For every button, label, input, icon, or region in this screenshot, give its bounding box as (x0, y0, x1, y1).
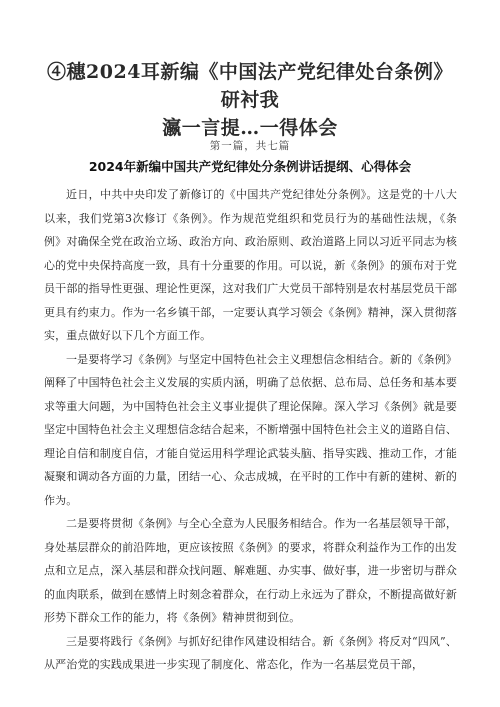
article-body (44, 183, 457, 677)
title-line-2: 瀛一言提…一得体会 (162, 117, 338, 139)
section-label: 第一篇，共七篇 (209, 140, 291, 152)
paragraph-point-one: 一是要将学习《条例》与坚定中国特色社会主义理想信念相结合。新的《条例》阐释了中国特色社会主义发展的实质内涵，明确了总依据、总布局、总任务和基本要求等重大问题，为中国特色社会主义事业提供了理论保障。深入学习《条例》就是要坚定中国特色社会主义理想信念结合起来，不断增强中国特色社会主义的道路自信、理论自信和制度自信，才能自觉运用科学理论武装头脑、指导实践、推动工作，才能凝聚和调动各方面的力量，团结一心、众志成城，在平时的工作中有新的建树、新的作为。 (44, 352, 457, 507)
paragraph-point-two: 二是要将贯彻《条例》与全心全意为人民服务相结合。作为一名基层领导干部，身处基层群众的前沿阵地，更应该按照《条例》的要求，将群众利益作为工作的出发点和立足点，深入基层和群众找问题、解难题、办实事、做好事，进一步密切与群众的血肉联系，做到在感情上时刻念着群众，在行动上永远为了群众，不断提高做好新形势下群众工作的能力，将《条例》精神贯彻到位。 (44, 517, 457, 624)
document-title (40, 58, 460, 142)
paragraph-intro: 近日，中共中央印发了新修订的《中国共产党纪律处分条例》。这是党的十八大以来，我们党第3次修订《条例》。作为规范党组织和党员行为的基础性法规，《条例》对确保全党在政治立场、政治方向、政治原则、政治道路上同以习近平同志为核心的党中央保持高度一致，具有十分重要的作用。可以说，新《条例》的颁布对于党员干部的指导性更强、理论性更深，这对我们广大党员干部特别是农村基层党员干部更具有约束力。作为一名乡镇干部，一定要认真学习领会《条例》精神，深入贯彻落实，重点做好以下几个方面工作。 (44, 188, 457, 342)
title-line-1: ④穗2024耳新编《中国法产党纪律处台条例》研衬我 (47, 61, 453, 111)
article-subtitle: 2024年新编中国共产党纪律处分条例讲话提纲、心得体会 (88, 159, 412, 174)
paragraph-point-three: 三是要将践行《条例》与抓好纪律作风建设相结合。新《条例》将反对“四风”、从严治党的实践成果进一步实现了制度化、常态化，作为一名基层党员干部， (44, 634, 457, 671)
